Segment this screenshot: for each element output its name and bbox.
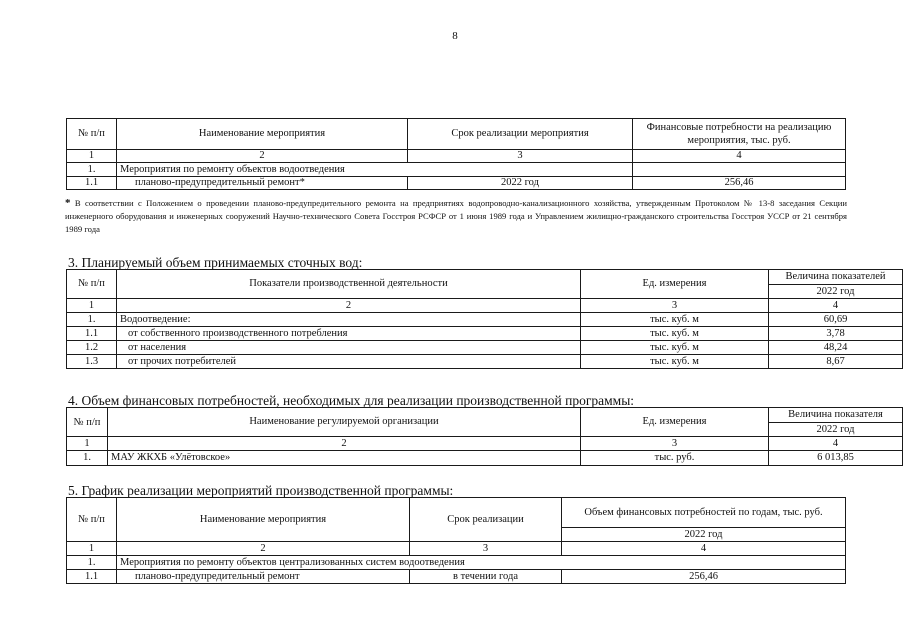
footnote-text: В соответствии с Положением о проведении планово-предупредительного ремонта на предприятиях водопроводно-канализационного хозяйства, утвержденным Протоколом № 13-8 заседания Секции инженерного оборудования и инженерных сооружений Научно-технического Совета Госстроя РСФСР от 1 июня 1989 года и Управлением жилищно-гражданского строительства Госстроя УССР от 21 сентября 1989 года <box>65 198 847 234</box>
footnote <box>65 197 847 236</box>
header-cell: Срок реализации мероприятия <box>408 119 633 150</box>
empty-cell <box>633 163 846 177</box>
header-cell: Показатели производственной деятельности <box>117 270 581 299</box>
row-number: 1. <box>67 451 108 466</box>
col-number: 2 <box>108 437 581 451</box>
indicator-value: 3,78 <box>769 327 903 341</box>
schedule-table <box>66 497 846 584</box>
header-cell: Наименование мероприятия <box>117 119 408 150</box>
year-cell: 2022 год <box>562 528 846 542</box>
indicator-name: Водоотведение: <box>117 313 581 327</box>
table-header-row <box>67 119 846 150</box>
organization-unit: тыс. руб. <box>581 451 769 466</box>
table-row <box>67 451 903 466</box>
col-number: 2 <box>117 542 410 556</box>
organization-name: МАУ ЖКХБ «Улётовское» <box>108 451 581 466</box>
header-cell: № п/п <box>67 408 108 437</box>
header-cell: Ед. измерения <box>581 408 769 437</box>
header-cell: Наименование регулируемой организации <box>108 408 581 437</box>
row-number: 1.2 <box>67 341 117 355</box>
footnote-star: * <box>65 197 71 209</box>
header-cell: № п/п <box>67 270 117 299</box>
table-header-row <box>67 270 903 285</box>
table-row <box>67 313 903 327</box>
row-number: 1. <box>67 556 117 570</box>
maintenance-table <box>66 118 846 190</box>
financial-needs-table <box>66 407 903 466</box>
col-number: 3 <box>410 542 562 556</box>
group-row <box>67 163 846 177</box>
table-row <box>67 177 846 190</box>
header-cell: Величина показателя <box>769 408 903 423</box>
page-number: 8 <box>452 30 458 42</box>
header-cell: Срок реализации <box>410 498 562 542</box>
section-4-title: 4. Объем финансовых потребностей, необходимых для реализации производственной программы: <box>68 393 635 408</box>
col-number: 1 <box>67 150 117 163</box>
col-number: 2 <box>117 299 581 313</box>
group-label: Мероприятия по ремонту объектов водоотведения <box>117 163 633 177</box>
indicator-name: от населения <box>117 341 581 355</box>
table-row <box>67 327 903 341</box>
activity-amount: 256,46 <box>562 570 846 584</box>
col-number: 3 <box>581 437 769 451</box>
indicator-value: 8,67 <box>769 355 903 369</box>
wastewater-volume-table <box>66 269 903 369</box>
header-cell: Наименование мероприятия <box>117 498 410 542</box>
row-number: 1. <box>67 313 117 327</box>
table-row <box>67 355 903 369</box>
col-number: 1 <box>67 542 117 556</box>
table-header-row <box>67 498 846 528</box>
table-row <box>67 570 846 584</box>
row-number: 1. <box>67 163 117 177</box>
col-number: 4 <box>769 299 903 313</box>
col-number: 3 <box>408 150 633 163</box>
organization-value: 6 013,85 <box>769 451 903 466</box>
header-cell: № п/п <box>67 498 117 542</box>
row-number: 1.1 <box>67 327 117 341</box>
group-label: Мероприятия по ремонту объектов централизованных систем водоотведения <box>117 556 846 570</box>
column-number-row <box>67 299 903 313</box>
activity-term: в течении года <box>410 570 562 584</box>
column-number-row <box>67 437 903 451</box>
header-cell: № п/п <box>67 119 117 150</box>
indicator-value: 60,69 <box>769 313 903 327</box>
row-number: 1.1 <box>67 177 117 190</box>
indicator-unit: тыс. куб. м <box>581 355 769 369</box>
col-number: 4 <box>562 542 846 556</box>
header-cell: Величина показателей <box>769 270 903 285</box>
year-cell: 2022 год <box>769 285 903 299</box>
col-number: 4 <box>633 150 846 163</box>
activity-name: планово-предупредительный ремонт* <box>117 177 408 190</box>
activity-name: планово-предупредительный ремонт <box>117 570 410 584</box>
year-cell: 2022 год <box>769 423 903 437</box>
header-cell: Финансовые потребности на реализацию мероприятия, тыс. руб. <box>633 119 846 150</box>
col-number: 1 <box>67 437 108 451</box>
header-cell: Ед. измерения <box>581 270 769 299</box>
col-number: 3 <box>581 299 769 313</box>
row-number: 1.1 <box>67 570 117 584</box>
section-3-title: 3. Планируемый объем принимаемых сточных вод: <box>68 255 363 270</box>
activity-term: 2022 год <box>408 177 633 190</box>
indicator-unit: тыс. куб. м <box>581 313 769 327</box>
header-cell: Объем финансовых потребностей по годам, тыс. руб. <box>562 498 846 528</box>
indicator-name: от прочих потребителей <box>117 355 581 369</box>
column-number-row <box>67 150 846 163</box>
col-number: 2 <box>117 150 408 163</box>
row-number: 1.3 <box>67 355 117 369</box>
group-row <box>67 556 846 570</box>
column-number-row <box>67 542 846 556</box>
table-row <box>67 341 903 355</box>
table-header-row <box>67 408 903 423</box>
activity-amount: 256,46 <box>633 177 846 190</box>
indicator-name: от собственного производственного потребления <box>117 327 581 341</box>
indicator-unit: тыс. куб. м <box>581 341 769 355</box>
col-number: 1 <box>67 299 117 313</box>
indicator-unit: тыс. куб. м <box>581 327 769 341</box>
section-5-title: 5. График реализации мероприятий производственной программы: <box>68 483 454 498</box>
indicator-value: 48,24 <box>769 341 903 355</box>
col-number: 4 <box>769 437 903 451</box>
